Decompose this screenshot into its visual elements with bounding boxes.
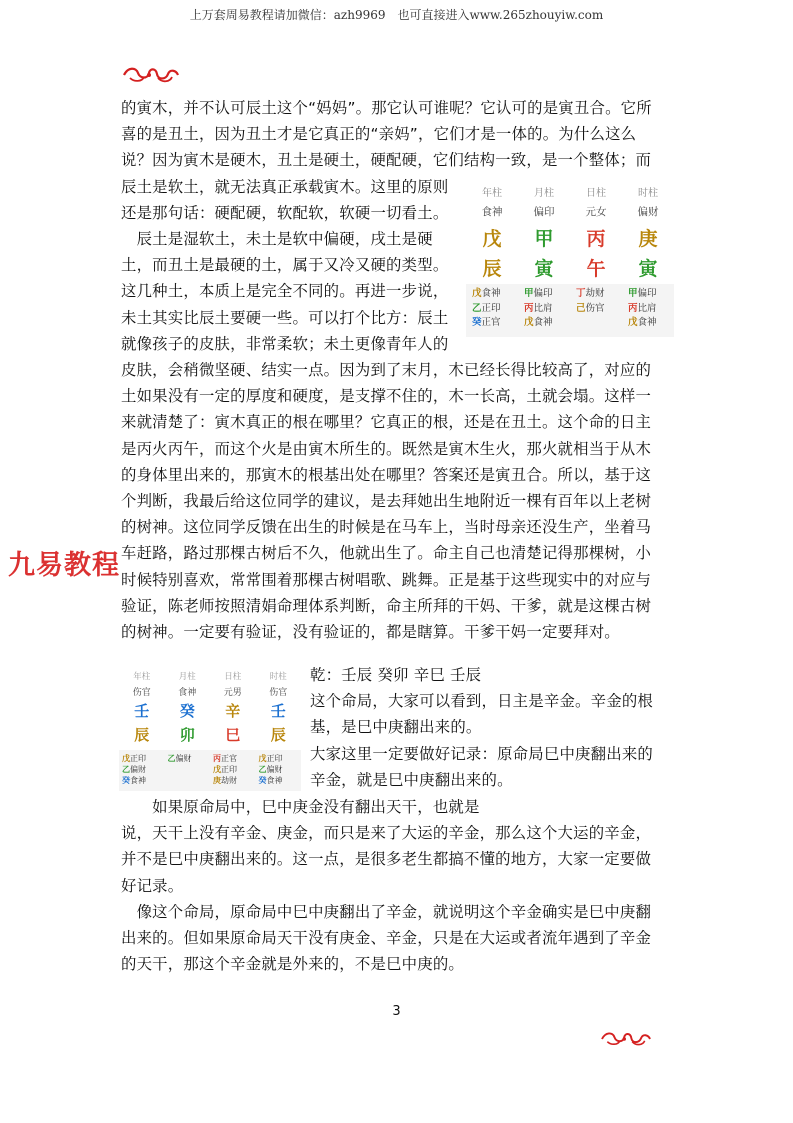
ten-god-label: 食神: [481, 206, 503, 218]
earthly-branch: 辰: [482, 258, 502, 280]
text-line: 并不是巳中庚翻出来的。这一点，是很多老生都搞不懂的地方，大家一定要做: [121, 850, 652, 869]
hidden-stem: 戊正印: [213, 765, 237, 774]
heavenly-stem: 丙: [586, 228, 606, 250]
text-line: 说？因为寅木是硬木，丑土是硬土，硬配硬，它们结构一致，是一个整体；而: [121, 151, 652, 170]
earthly-branch: 午: [586, 258, 606, 280]
hidden-stem: 乙偏财: [122, 765, 146, 774]
pillar-header: 日柱: [586, 188, 606, 199]
pillar-header: 月柱: [534, 188, 554, 199]
text-line: 未土其实比辰土要硬一些。可以打个比方：辰土: [121, 308, 449, 327]
text-line: 大家这里一定要做好记录：原命局巳中庚翻出来的: [310, 744, 653, 763]
pillar-header: 年柱: [133, 672, 151, 682]
heavenly-stem: 辛: [225, 702, 241, 720]
hidden-stem: 癸正官: [472, 317, 501, 328]
heavenly-stem: 庚: [638, 228, 658, 250]
ten-god-label: 食神: [178, 688, 197, 698]
hidden-stem: 甲偏印: [628, 288, 657, 299]
hidden-stem: 戊食神: [524, 317, 553, 328]
heavenly-stem: 壬: [270, 702, 286, 720]
ten-god-label: 元女: [585, 206, 607, 218]
text-line: 土，而丑土是最硬的土，属于又冷又硬的类型。: [121, 256, 449, 275]
hidden-stems-row: [119, 750, 301, 791]
text-line: 土如果没有一定的厚度和硬度，是支撑不住的，木一长高，土就会塌。这样一: [121, 387, 652, 406]
cloud-ornament-bottom-icon: [600, 1031, 652, 1047]
text-line: 的寅木，并不认可辰土这个“妈妈”。那它认可谁呢？它认可的是寅丑合。它所: [121, 99, 652, 117]
heavenly-stem: 癸: [179, 702, 195, 720]
earthly-branch: 寅: [534, 258, 554, 280]
paragraph-3: [121, 794, 666, 977]
earthly-branch: 辰: [270, 726, 286, 744]
ten-god-label: 伤官: [269, 688, 288, 698]
hidden-stem: 丙比肩: [628, 302, 657, 314]
hidden-stem: 丙比肩: [524, 302, 553, 314]
paragraph-1: [121, 95, 666, 645]
text-line: 出来的。但如果原命局天干没有庚金、辛金，只是在大运或者流年遇到了辛金: [121, 929, 652, 948]
text-line: 还是那句话：硬配硬，软配软，软硬一切看土。: [121, 203, 449, 222]
text-line: 这个命局，大家可以看到，日主是辛金。辛金的根: [310, 692, 653, 711]
earthly-branch: 寅: [638, 258, 658, 280]
ten-god-label: 偏财: [637, 206, 659, 218]
ten-god-label: 伤官: [132, 688, 151, 698]
hidden-stem: 甲偏印: [524, 288, 553, 299]
text-line: 的天干，那这个辛金就是外来的，不是巳中庚的。: [121, 955, 464, 974]
text-line: 验证，陈老师按照清娟命理体系判断，命主所拜的干妈、干爹，就是这棵古树: [121, 596, 652, 615]
hidden-stem: 己伤官: [576, 302, 605, 314]
hidden-stem: 庚劫财: [213, 776, 237, 785]
text-line: 是丙火丙午，而这个火是由寅木所生的。既然是寅木生火，那火就相当于从木: [121, 439, 652, 458]
text-line: 辰土是湿软土，未土是软中偏硬，戌土是硬: [121, 230, 433, 249]
watermark-text: 九易教程: [8, 550, 120, 581]
text-line: 的树神。这位同学反馈在出生的时候是在马车上，当时母亲还没生产，坐着马: [121, 518, 652, 537]
hidden-stem: 乙正印: [472, 302, 501, 314]
text-line: 车赶路，路过那棵古树后不久，他就出生了。命主自己也清楚记得那棵树，小: [121, 544, 652, 563]
text-line: 辛金，就是巳中庚翻出来的。: [310, 770, 513, 789]
cloud-ornament-top-icon: [122, 66, 180, 84]
text-line: 像这个命局，原命局中巳中庚翻出了辛金，就说明这个辛金确实是巳中庚翻: [121, 902, 652, 921]
bazi-line: 乾：壬辰 癸卯 辛巳 壬辰: [310, 666, 482, 684]
bazi-chart-1: [466, 180, 674, 335]
text-line: 就像孩子的皮肤，非常柔软；未土更像青年人的: [121, 334, 449, 353]
hidden-stem: 癸食神: [122, 776, 146, 785]
text-line: 如果原命局中，巳中庚金没有翻出天干，也就是: [121, 798, 480, 816]
text-line: 皮肤，会稍微坚硬、结实一点。因为到了末月，木已经长得比较高了，对应的: [121, 361, 652, 380]
text-line: 基，是巳中庚翻出来的。: [310, 718, 482, 737]
hidden-stem: 乙偏财: [258, 765, 283, 774]
text-line: 好记录。: [121, 876, 184, 895]
ten-god-label: 元男: [223, 688, 242, 698]
hidden-stem: 戊正印: [258, 754, 283, 763]
earthly-branch: 卯: [179, 726, 195, 744]
text-line: 个判断，我最后给这位同学的建议，是去拜她出生地附近一棵有百年以上老树: [121, 492, 652, 511]
hidden-stem: 丙正官: [213, 754, 237, 763]
hidden-stems-row: [466, 284, 674, 337]
paragraph-2: [310, 662, 670, 793]
hidden-stem: 癸食神: [258, 776, 283, 785]
text-line: 喜的是丑土，因为丑土才是它真正的“亲妈”，它们才是一体的。为什么这么: [121, 125, 637, 144]
text-line: 的身体里出来的，那寅木的根基出处在哪里？答案还是寅丑合。所以，基于这: [121, 465, 652, 484]
heavenly-stem: 甲: [534, 228, 554, 250]
heavenly-stem: 戊: [482, 228, 502, 250]
page-number: 3: [392, 1004, 401, 1019]
hidden-stem: 戊食神: [628, 317, 657, 328]
pillar-header: 年柱: [482, 188, 502, 199]
page-header: 上万套周易教程请加微信：azh9969 也可直接进入www.265zhouyiw.com: [189, 8, 604, 22]
pillar-header: 时柱: [269, 672, 287, 682]
hidden-stem: 丁劫财: [576, 288, 605, 299]
pillar-header: 月柱: [178, 672, 196, 682]
hidden-stem: 戊食神: [472, 288, 501, 299]
text-line: 这几种土，本质上是完全不同的。再进一步说，: [121, 282, 449, 301]
text-line: 说，天干上没有辛金、庚金，而只是来了大运的辛金，那么这个大运的辛金，: [121, 824, 652, 843]
ten-god-label: 偏印: [533, 206, 555, 218]
pillar-header: 日柱: [224, 672, 242, 682]
text-line: 时候特别喜欢，常常围着那棵古树唱歌、跳舞。正是基于这些现实中的对应与: [121, 570, 652, 589]
hidden-stem: 戊正印: [122, 754, 146, 763]
pillar-header: 时柱: [638, 188, 658, 199]
bazi-chart-2: [119, 668, 301, 788]
text-line: 的树神。一定要有验证，没有验证的，都是瞎算。干爹干妈一定要拜对。: [121, 623, 620, 642]
heavenly-stem: 壬: [134, 702, 150, 720]
text-line: 辰土是软土，就无法真正承载寅木。这里的原则: [121, 177, 449, 196]
earthly-branch: 巳: [225, 726, 241, 744]
hidden-stem: 乙偏财: [167, 754, 192, 763]
text-line: 来就清楚了：寅木真正的根在哪里？它真正的根，还是在丑土。这个命的日主: [121, 413, 652, 432]
earthly-branch: 辰: [134, 726, 150, 744]
